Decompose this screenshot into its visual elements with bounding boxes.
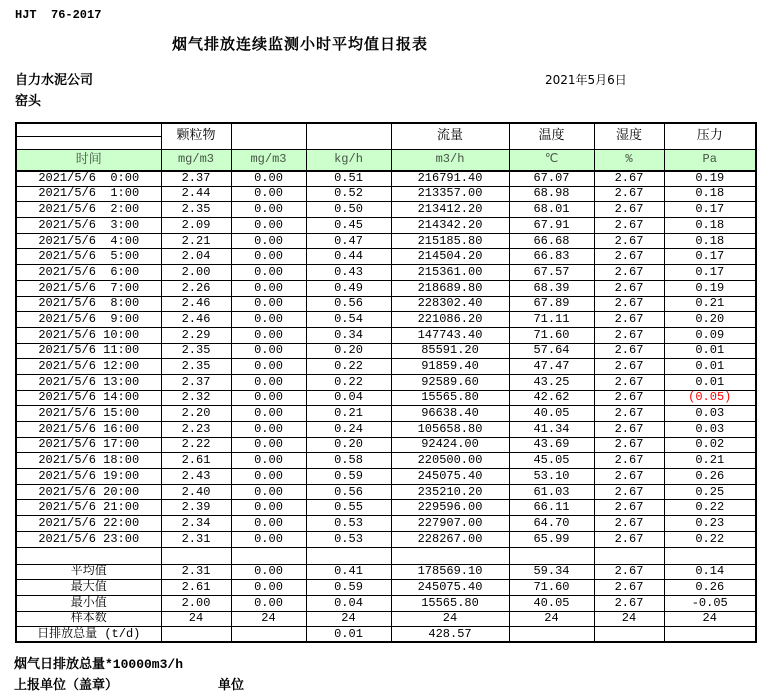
table-row	[16, 233, 756, 249]
value-cell: 0.00	[231, 343, 306, 359]
value-cell: 2.67	[594, 359, 664, 375]
table-row	[16, 171, 756, 187]
table-row	[16, 327, 756, 343]
report-table	[15, 122, 757, 643]
value-cell: 2.67	[594, 233, 664, 249]
summary-value-cell: 24	[509, 611, 594, 627]
summary-value-cell	[509, 627, 594, 643]
summary-value-cell: 2.67	[594, 595, 664, 611]
value-cell: 2.67	[594, 202, 664, 218]
location-name: 窑头	[15, 94, 42, 109]
table-row	[16, 390, 756, 406]
value-cell: 0.00	[231, 202, 306, 218]
time-cell: 2021/5/6 21:00	[16, 500, 161, 516]
time-cell: 2021/5/6 20:00	[16, 484, 161, 500]
doc-code: HJT 76-2017	[15, 8, 102, 22]
value-cell: 227907.00	[391, 516, 509, 532]
table-row	[16, 218, 756, 234]
time-cell: 2021/5/6 9:00	[16, 312, 161, 328]
value-cell: 53.10	[509, 469, 594, 485]
value-cell: 0.47	[306, 233, 391, 249]
value-cell: 2.34	[161, 516, 231, 532]
value-cell: 2.67	[594, 390, 664, 406]
value-cell: 0.00	[231, 516, 306, 532]
value-cell: 92424.00	[391, 437, 509, 453]
summary-value-cell: 0.14	[664, 564, 756, 580]
value-cell: 228267.00	[391, 531, 509, 547]
time-cell: 2021/5/6 19:00	[16, 469, 161, 485]
value-cell: 147743.40	[391, 327, 509, 343]
summary-value-cell: 2.67	[594, 580, 664, 596]
summary-value-cell: 40.05	[509, 595, 594, 611]
value-cell: 66.83	[509, 249, 594, 265]
value-cell: 65.99	[509, 531, 594, 547]
value-cell: 43.25	[509, 374, 594, 390]
value-cell: 0.00	[231, 296, 306, 312]
value-cell: 218689.80	[391, 280, 509, 296]
unit-header-pm-mgm3: mg/m3	[161, 150, 231, 171]
value-cell: 0.00	[231, 437, 306, 453]
time-cell: 2021/5/6 16:00	[16, 422, 161, 438]
spacer-cell	[594, 547, 664, 564]
value-cell: 0.00	[231, 406, 306, 422]
value-cell: 2.67	[594, 437, 664, 453]
value-cell: 2.67	[594, 406, 664, 422]
value-cell: 2.67	[594, 186, 664, 202]
summary-label-cell: 日排放总量 (t/d)	[16, 627, 161, 643]
summary-label-cell: 最大值	[16, 580, 161, 596]
value-cell: 2.67	[594, 531, 664, 547]
footer-note: 烟气日排放总量*10000m3/h	[14, 657, 184, 672]
value-cell: 43.69	[509, 437, 594, 453]
value-cell: 0.00	[231, 327, 306, 343]
value-cell: 2.67	[594, 469, 664, 485]
value-cell: 0.00	[231, 531, 306, 547]
time-cell: 2021/5/6 11:00	[16, 343, 161, 359]
value-cell: 71.11	[509, 312, 594, 328]
value-cell: 68.98	[509, 186, 594, 202]
value-cell: 0.54	[306, 312, 391, 328]
value-cell: 0.20	[306, 437, 391, 453]
time-cell: 2021/5/6 12:00	[16, 359, 161, 375]
value-cell: 0.01	[664, 359, 756, 375]
value-cell: 96638.40	[391, 406, 509, 422]
value-cell: 0.20	[306, 343, 391, 359]
unit-header-mgm3: mg/m3	[231, 150, 306, 171]
time-cell: 2021/5/6 2:00	[16, 202, 161, 218]
value-cell: 2.44	[161, 186, 231, 202]
time-cell: 2021/5/6 13:00	[16, 374, 161, 390]
value-cell: 0.52	[306, 186, 391, 202]
value-cell: 0.00	[231, 500, 306, 516]
time-cell: 2021/5/6 17:00	[16, 437, 161, 453]
value-cell: 0.02	[664, 437, 756, 453]
col-header-pressure: 压力	[664, 123, 756, 150]
value-cell: 0.53	[306, 531, 391, 547]
value-cell: 42.62	[509, 390, 594, 406]
value-cell: 2.40	[161, 484, 231, 500]
value-cell: 0.01	[664, 374, 756, 390]
table-row	[16, 202, 756, 218]
value-cell: 40.05	[509, 406, 594, 422]
value-cell: 2.39	[161, 500, 231, 516]
summary-value-cell: 2.00	[161, 595, 231, 611]
time-cell: 2021/5/6 1:00	[16, 186, 161, 202]
value-cell: 66.68	[509, 233, 594, 249]
value-cell: 64.70	[509, 516, 594, 532]
spacer-cell	[16, 547, 161, 564]
time-cell: 2021/5/6 23:00	[16, 531, 161, 547]
summary-value-cell: 24	[306, 611, 391, 627]
summary-value-cell: 2.67	[594, 564, 664, 580]
value-cell: 2.35	[161, 359, 231, 375]
value-cell: 0.55	[306, 500, 391, 516]
value-cell: 0.59	[306, 469, 391, 485]
value-cell: 61.03	[509, 484, 594, 500]
summary-value-cell: 245075.40	[391, 580, 509, 596]
table-row	[16, 186, 756, 202]
value-cell: 0.00	[231, 422, 306, 438]
summary-value-cell: 2.31	[161, 564, 231, 580]
value-cell: 47.47	[509, 359, 594, 375]
summary-row	[16, 627, 756, 643]
summary-value-cell: 15565.80	[391, 595, 509, 611]
value-cell: 2.32	[161, 390, 231, 406]
value-cell: 2.26	[161, 280, 231, 296]
value-cell: 0.22	[306, 374, 391, 390]
value-cell: 2.67	[594, 500, 664, 516]
value-cell: 67.57	[509, 265, 594, 281]
unit-header-m3h: m3/h	[391, 150, 509, 171]
value-cell: 0.22	[306, 359, 391, 375]
value-cell: 2.67	[594, 484, 664, 500]
value-cell: 0.18	[664, 218, 756, 234]
value-cell: 2.67	[594, 422, 664, 438]
value-cell: 0.18	[664, 186, 756, 202]
value-cell: 68.01	[509, 202, 594, 218]
value-cell: 215185.80	[391, 233, 509, 249]
value-cell: 229596.00	[391, 500, 509, 516]
unit-header-time: 时间	[16, 150, 161, 171]
unit-header-celsius: ℃	[509, 150, 594, 171]
value-cell: 2.23	[161, 422, 231, 438]
value-cell: 2.20	[161, 406, 231, 422]
col-header-empty-2	[306, 123, 391, 150]
time-cell: 2021/5/6 8:00	[16, 296, 161, 312]
value-cell: 2.21	[161, 233, 231, 249]
value-cell: 2.67	[594, 218, 664, 234]
table-row	[16, 312, 756, 328]
report-unit-label: 上报单位（盖章）	[14, 678, 119, 693]
table-header-group-row	[16, 123, 756, 150]
value-cell: 0.18	[664, 233, 756, 249]
col-header-particulate: 颗粒物	[161, 123, 231, 150]
value-cell: 2.29	[161, 327, 231, 343]
spacer-cell	[161, 547, 231, 564]
unit-header-pa: Pa	[664, 150, 756, 171]
time-header-split-cell	[16, 123, 161, 150]
value-cell: 216791.40	[391, 171, 509, 187]
value-cell: 57.64	[509, 343, 594, 359]
value-cell: 0.03	[664, 406, 756, 422]
summary-value-cell: 0.41	[306, 564, 391, 580]
value-cell: 2.37	[161, 374, 231, 390]
value-cell: 2.37	[161, 171, 231, 187]
table-row	[16, 484, 756, 500]
summary-value-cell: 24	[391, 611, 509, 627]
summary-row	[16, 580, 756, 596]
summary-row	[16, 611, 756, 627]
col-header-temperature: 温度	[509, 123, 594, 150]
table-unit-row	[16, 150, 756, 171]
value-cell: 0.00	[231, 233, 306, 249]
table-row	[16, 437, 756, 453]
value-cell: 2.43	[161, 469, 231, 485]
value-cell: 0.58	[306, 453, 391, 469]
value-cell: 67.91	[509, 218, 594, 234]
summary-value-cell: 24	[664, 611, 756, 627]
value-cell: 0.22	[664, 500, 756, 516]
spacer-cell	[306, 547, 391, 564]
summary-value-cell: -0.05	[664, 595, 756, 611]
value-cell: 0.00	[231, 469, 306, 485]
value-cell: 0.56	[306, 296, 391, 312]
value-cell: 245075.40	[391, 469, 509, 485]
value-cell: 0.56	[306, 484, 391, 500]
value-cell: 91859.40	[391, 359, 509, 375]
table-row	[16, 374, 756, 390]
value-cell: 2.67	[594, 296, 664, 312]
time-cell: 2021/5/6 5:00	[16, 249, 161, 265]
value-cell: 220500.00	[391, 453, 509, 469]
value-cell: 2.67	[594, 171, 664, 187]
value-cell: 2.67	[594, 312, 664, 328]
summary-value-cell: 59.34	[509, 564, 594, 580]
value-cell: 0.00	[231, 390, 306, 406]
summary-label-cell: 样本数	[16, 611, 161, 627]
company-name: 自力水泥公司	[15, 73, 94, 88]
value-cell: 0.51	[306, 171, 391, 187]
value-cell: 214342.20	[391, 218, 509, 234]
value-cell: 2.09	[161, 218, 231, 234]
split-line	[17, 124, 161, 137]
time-cell: 2021/5/6 6:00	[16, 265, 161, 281]
value-cell: 2.67	[594, 265, 664, 281]
value-cell: 105658.80	[391, 422, 509, 438]
summary-value-cell: 71.60	[509, 580, 594, 596]
summary-value-cell: 0.01	[306, 627, 391, 643]
table-row	[16, 422, 756, 438]
summary-value-cell: 0.59	[306, 580, 391, 596]
summary-label-cell: 最小值	[16, 595, 161, 611]
summary-row	[16, 564, 756, 580]
value-cell: 0.17	[664, 249, 756, 265]
value-cell: 0.01	[664, 343, 756, 359]
value-cell: 0.19	[664, 280, 756, 296]
value-cell: 2.31	[161, 531, 231, 547]
value-cell: 2.67	[594, 374, 664, 390]
table-row	[16, 249, 756, 265]
summary-label-cell: 平均值	[16, 564, 161, 580]
spacer-cell	[231, 547, 306, 564]
time-cell: 2021/5/6 3:00	[16, 218, 161, 234]
value-cell: 0.20	[664, 312, 756, 328]
value-cell: 0.23	[664, 516, 756, 532]
value-cell: 2.67	[594, 343, 664, 359]
col-header-empty-1	[231, 123, 306, 150]
value-cell: 0.53	[306, 516, 391, 532]
value-cell: 215361.00	[391, 265, 509, 281]
page-title: 烟气排放连续监测小时平均值日报表	[171, 35, 428, 53]
value-cell: 15565.80	[391, 390, 509, 406]
value-cell: 0.21	[664, 296, 756, 312]
unit-header-kgh: kg/h	[306, 150, 391, 171]
value-cell: 0.22	[664, 531, 756, 547]
table-row	[16, 265, 756, 281]
spacer-cell	[391, 547, 509, 564]
value-cell: 0.43	[306, 265, 391, 281]
value-cell: 0.00	[231, 280, 306, 296]
value-cell: 2.67	[594, 453, 664, 469]
value-cell: 0.00	[231, 453, 306, 469]
value-cell: 0.00	[231, 265, 306, 281]
value-cell: 0.45	[306, 218, 391, 234]
summary-value-cell	[594, 627, 664, 643]
summary-value-cell: 24	[231, 611, 306, 627]
spacer-cell	[509, 547, 594, 564]
spacer-cell	[664, 547, 756, 564]
time-cell: 2021/5/6 7:00	[16, 280, 161, 296]
summary-value-cell	[231, 627, 306, 643]
value-cell: 228302.40	[391, 296, 509, 312]
value-cell: 0.49	[306, 280, 391, 296]
table-row	[16, 516, 756, 532]
col-header-humidity: 湿度	[594, 123, 664, 150]
value-cell: 71.60	[509, 327, 594, 343]
value-cell: 0.04	[306, 390, 391, 406]
summary-value-cell: 428.57	[391, 627, 509, 643]
value-cell: 67.07	[509, 171, 594, 187]
value-cell: 0.19	[664, 171, 756, 187]
value-cell: 0.00	[231, 249, 306, 265]
value-cell: (0.05)	[664, 390, 756, 406]
summary-value-cell: 24	[594, 611, 664, 627]
value-cell: 2.61	[161, 453, 231, 469]
value-cell: 0.00	[231, 186, 306, 202]
summary-value-cell: 0.26	[664, 580, 756, 596]
col-header-flow: 流量	[391, 123, 509, 150]
summary-value-cell: 0.00	[231, 595, 306, 611]
value-cell: 0.26	[664, 469, 756, 485]
summary-row	[16, 595, 756, 611]
value-cell: 2.67	[594, 327, 664, 343]
value-cell: 2.35	[161, 343, 231, 359]
value-cell: 0.00	[231, 359, 306, 375]
value-cell: 0.00	[231, 171, 306, 187]
value-cell: 2.22	[161, 437, 231, 453]
value-cell: 2.46	[161, 296, 231, 312]
value-cell: 2.67	[594, 516, 664, 532]
summary-value-cell: 24	[161, 611, 231, 627]
summary-value-cell: 0.04	[306, 595, 391, 611]
value-cell: 0.00	[231, 484, 306, 500]
value-cell: 0.21	[664, 453, 756, 469]
value-cell: 92589.60	[391, 374, 509, 390]
value-cell: 41.34	[509, 422, 594, 438]
summary-value-cell: 2.61	[161, 580, 231, 596]
value-cell: 2.67	[594, 280, 664, 296]
table-row	[16, 469, 756, 485]
table-row	[16, 406, 756, 422]
spacer-row	[16, 547, 756, 564]
value-cell: 0.50	[306, 202, 391, 218]
time-cell: 2021/5/6 18:00	[16, 453, 161, 469]
value-cell: 0.00	[231, 374, 306, 390]
unit-header-percent: %	[594, 150, 664, 171]
summary-value-cell: 0.00	[231, 580, 306, 596]
table-row	[16, 531, 756, 547]
value-cell: 68.39	[509, 280, 594, 296]
value-cell: 0.00	[231, 312, 306, 328]
value-cell: 85591.20	[391, 343, 509, 359]
table-row	[16, 280, 756, 296]
value-cell: 66.11	[509, 500, 594, 516]
time-cell: 2021/5/6 0:00	[16, 171, 161, 187]
value-cell: 213357.00	[391, 186, 509, 202]
summary-value-cell	[161, 627, 231, 643]
value-cell: 0.03	[664, 422, 756, 438]
value-cell: 221086.20	[391, 312, 509, 328]
value-cell: 0.09	[664, 327, 756, 343]
value-cell: 0.17	[664, 265, 756, 281]
value-cell: 0.34	[306, 327, 391, 343]
value-cell: 2.00	[161, 265, 231, 281]
time-cell: 2021/5/6 4:00	[16, 233, 161, 249]
time-cell: 2021/5/6 15:00	[16, 406, 161, 422]
value-cell: 0.24	[306, 422, 391, 438]
value-cell: 213412.20	[391, 202, 509, 218]
summary-value-cell: 0.00	[231, 564, 306, 580]
summary-value-cell: 178569.10	[391, 564, 509, 580]
table-row	[16, 500, 756, 516]
value-cell: 45.05	[509, 453, 594, 469]
time-cell: 2021/5/6 22:00	[16, 516, 161, 532]
value-cell: 67.89	[509, 296, 594, 312]
time-cell: 2021/5/6 14:00	[16, 390, 161, 406]
unit-label: 单位	[218, 678, 245, 693]
value-cell: 2.67	[594, 249, 664, 265]
value-cell: 2.46	[161, 312, 231, 328]
signature-row	[14, 674, 514, 693]
value-cell: 2.04	[161, 249, 231, 265]
value-cell: 235210.20	[391, 484, 509, 500]
value-cell: 0.17	[664, 202, 756, 218]
report-date: 2021年5月6日	[545, 73, 627, 87]
table-row	[16, 359, 756, 375]
time-cell: 2021/5/6 10:00	[16, 327, 161, 343]
value-cell: 0.21	[306, 406, 391, 422]
value-cell: 0.44	[306, 249, 391, 265]
value-cell: 2.35	[161, 202, 231, 218]
table-row	[16, 343, 756, 359]
table-row	[16, 296, 756, 312]
summary-value-cell	[664, 627, 756, 643]
value-cell: 0.25	[664, 484, 756, 500]
value-cell: 0.00	[231, 218, 306, 234]
value-cell: 214504.20	[391, 249, 509, 265]
table-row	[16, 453, 756, 469]
